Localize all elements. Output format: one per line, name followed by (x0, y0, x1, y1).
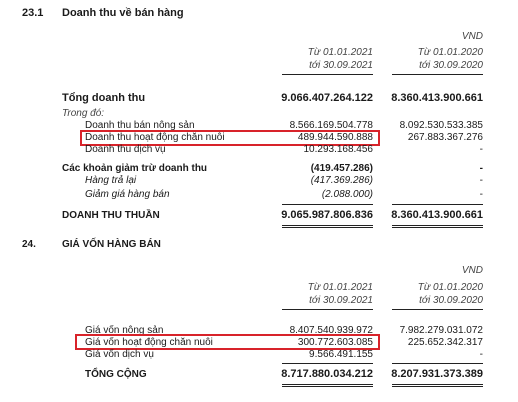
value-livestock-cogs-2021: 300.772.603.085 (297, 337, 373, 348)
value-agri-cogs-2020: 7.982.279.031.072 (399, 325, 483, 336)
total-underline (282, 227, 373, 228)
section-title: GIÁ VỐN HÀNG BÁN (62, 239, 161, 250)
row-label-revenue-deductions: Các khoản giảm trừ doanh thu (62, 163, 208, 174)
period-header-2021-from: Từ 01.01.2021 (307, 47, 373, 58)
row-label-livestock-revenue: Doanh thu hoạt động chăn nuôi (85, 132, 225, 143)
header-divider (392, 309, 483, 310)
value-sales-returns-2020: - (479, 175, 483, 186)
value-net-revenue-2021: 9.065.987.806.836 (281, 209, 373, 221)
total-underline (282, 225, 373, 226)
value-agri-revenue-2020: 8.092.530.533.385 (399, 120, 483, 131)
value-livestock-cogs-2020: 225.652.342.317 (407, 337, 483, 348)
row-label-livestock-cogs: Giá vốn hoạt động chăn nuôi (85, 337, 213, 348)
total-underline (282, 386, 373, 387)
subtotal-divider (282, 204, 373, 205)
header-divider (282, 309, 373, 310)
currency-label: VND (461, 265, 483, 276)
row-label-grand-total: TỔNG CỘNG (85, 369, 147, 380)
row-label-service-revenue: Doanh thu dịch vụ (85, 144, 166, 155)
section-number: 23.1 (22, 7, 44, 19)
value-service-revenue-2021: 10.293.168.456 (303, 144, 373, 155)
value-total-revenue-2021: 9.066.407.264.122 (281, 92, 373, 104)
subtotal-divider (282, 363, 373, 364)
value-sales-returns-2021: (417.369.286) (310, 175, 373, 186)
value-grand-total-2021: 8.717.880.034.212 (281, 368, 373, 380)
total-underline (392, 384, 483, 385)
value-service-cogs-2021: 9.566.491.155 (309, 349, 373, 360)
row-label-net-revenue: DOANH THU THUẦN (62, 210, 160, 221)
value-agri-cogs-2021: 8.407.540.939.972 (289, 325, 373, 336)
value-sales-discounts-2020: - (479, 189, 483, 200)
value-service-cogs-2020: - (479, 349, 483, 360)
row-label-agri-cogs: Giá vốn nông sản (85, 325, 164, 336)
value-service-revenue-2020: - (479, 144, 483, 155)
section-title: Doanh thu về bán hàng (62, 7, 184, 19)
period-header-2020-from: Từ 01.01.2020 (417, 47, 483, 58)
period-header-2021-to: tới 30.09.2021 (309, 60, 373, 71)
period-header-2020-from: Từ 01.01.2020 (417, 282, 483, 293)
header-divider (392, 74, 483, 75)
subtotal-divider (392, 363, 483, 364)
section-number: 24. (22, 239, 36, 250)
row-label-total-revenue: Tổng doanh thu (62, 92, 146, 104)
total-underline (392, 225, 483, 226)
header-divider (282, 74, 373, 75)
value-deductions-2020: - (479, 163, 483, 174)
value-net-revenue-2020: 8.360.413.900.661 (391, 209, 483, 221)
total-underline (392, 227, 483, 228)
currency-label: VND (461, 31, 483, 42)
row-label-sales-discounts: Giảm giá hàng bán (85, 189, 170, 200)
value-grand-total-2020: 8.207.931.373.389 (391, 368, 483, 380)
row-label-service-cogs: Giá vốn dịch vụ (85, 349, 154, 360)
period-header-2020-to: tới 30.09.2020 (419, 60, 483, 71)
period-header-2021-to: tới 30.09.2021 (309, 295, 373, 306)
row-label-of-which: Trong đó: (62, 108, 105, 119)
value-deductions-2021: (419.457.286) (310, 163, 373, 174)
row-label-agri-revenue: Doanh thu bán nông sản (85, 120, 195, 131)
subtotal-divider (392, 204, 483, 205)
highlight-box-livestock-cogs (75, 334, 380, 350)
value-sales-discounts-2021: (2.088.000) (321, 189, 373, 200)
total-underline (282, 384, 373, 385)
row-label-sales-returns: Hàng trả lại (85, 175, 137, 186)
value-total-revenue-2020: 8.360.413.900.661 (391, 92, 483, 104)
period-header-2020-to: tới 30.09.2020 (419, 295, 483, 306)
value-livestock-revenue-2021: 489.944.590.888 (297, 132, 373, 143)
total-underline (392, 386, 483, 387)
period-header-2021-from: Từ 01.01.2021 (307, 282, 373, 293)
value-livestock-revenue-2020: 267.883.367.276 (407, 132, 483, 143)
value-agri-revenue-2021: 8.566.169.504.778 (289, 120, 373, 131)
